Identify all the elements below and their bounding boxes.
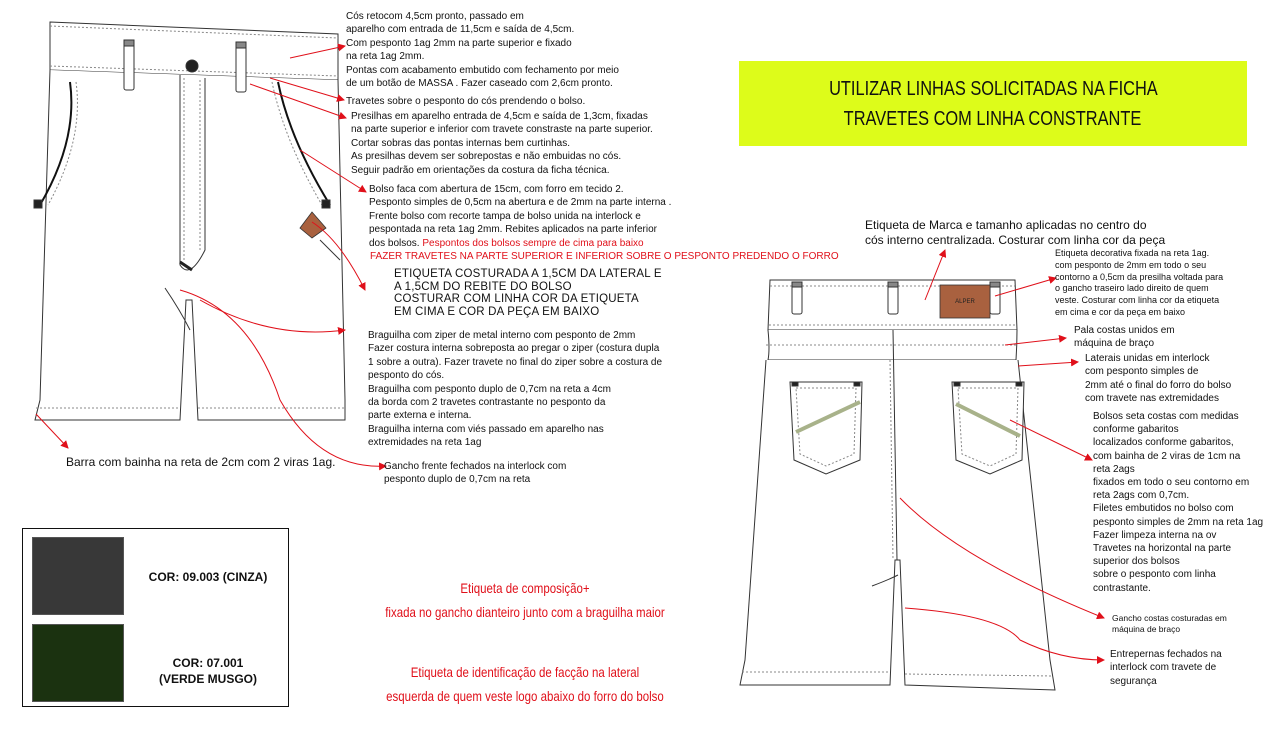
back-brand-label-text: ALPER [955, 299, 975, 305]
note-hem: Barra com bainha na reta de 2cm com 2 viras 1ag. [66, 455, 336, 469]
note-back-pockets: Bolsos seta costas com medidas conforme gabaritos localizados conforme gabaritos, com bainha de 2 viras de 1cm na reta 2ags fixados em todo o seu contorno em reta 2ags com 0,7cm. Filetes embutidos no bolso com pesponto simples de 2mm na reta 1ag Fazer limpeza interna na ov Travetes na horizontal na parte superior dos bolsos sobre o pesponto com linha contrastante. [1093, 411, 1264, 594]
instruction-banner [739, 61, 1247, 146]
swatch-green-label: COR: 07.001 (VERDE MUSGO) [158, 656, 257, 686]
swatch-gray-label: COR: 09.003 (CINZA) [148, 570, 268, 584]
composition-line-1: Etiqueta de composição+ [460, 580, 590, 596]
composition-label-note [330, 576, 720, 624]
note-fly: Braguilha com ziper de metal interno com pesponto de 2mm Fazer costura interna sobreposta ao pregar o ziper (costura dupla 1 sobre a outra). Fazer travete no final do ziper sobre a costura de pesponto do cós. Braguilha com pesponto duplo de 0,7cm na reta a 4cm da borda com 2 travetes contrastante no pesponto da parte externa e interna. Braguilha interna com viés passado em aparelho nas extremidades na reta 1ag [368, 330, 663, 449]
banner-line-1: UTILIZAR LINHAS SOLICITADAS NA FICHA [828, 77, 1158, 100]
front-shorts-drawing [34, 22, 345, 420]
faction-line-1: Etiqueta de identificação de facção na lateral [410, 664, 640, 680]
note-belt-loops: Presilhas em aparelho entrada de 4,5cm e saída de 1,3cm, fixadas na parte superior e inferior com travete constraste na parte superior. Cortar sobras das pontas internas bem curtinhas. As presilhas devem ser sobrepostas e não embuidas no cós. Seguir padrão em orientações da costura da ficha técnica. [351, 111, 653, 176]
note-side-seams: Laterais unidas em interlock com pesponto simples de 2mm até o final do forro do bolso com travete nas extremidades [1085, 353, 1232, 405]
note-bartack-red: FAZER TRAVETES NA PARTE SUPERIOR E INFERIOR SOBRE O PESPONTO PREDENDO O FORRO [370, 251, 839, 262]
note-back-crotch: Gancho costas costuradas em máquina de braço [1112, 613, 1227, 634]
note-front-pocket-text: Bolso faca com abertura de 15cm, com forro em tecido 2. Pesponto simples de 0,5cm na abertura e de 2mm na parte interna . Frente bolso com recorte tampa de bolso unida na interlock e pespontada na reta 1ag 2mm. Rebites aplicados na parte inferior dos bolsos. [369, 184, 672, 249]
note-label-caps: ETIQUETA COSTURADA A 1,5CM DA LATERAL E A 1,5CM DO REBITE DO BOLSO COSTURAR COM LINHA COR DA ETIQUETA EM CIMA E COR DA PEÇA EM BAIXO [394, 268, 662, 318]
faction-label-note [330, 660, 720, 708]
swatch-green [32, 624, 124, 702]
note-deco-label: Etiqueta decorativa fixada na reta 1ag. com pesponto de 2mm em todo o seu contorno a 0,5cm da presilha voltada para o gancho traseiro lado direito de quem veste. Costurar com linha cor da etiqueta em cima e cor da peça em baixo [1055, 248, 1224, 317]
note-front-pocket [369, 183, 671, 250]
composition-line-2: fixada no gancho dianteiro junto com a braguilha maior [385, 604, 665, 620]
note-inseam: Entrepernas fechados na interlock com travete de segurança [1110, 649, 1222, 687]
note-crotch: Gancho frente fechados na interlock com pesponto duplo de 0,7cm na reta [384, 461, 567, 486]
color-swatch-panel [22, 528, 289, 707]
note-waistband: Cós retocom 4,5cm pronto, passado em aparelho com entrada de 11,5cm e saída de 4,5cm. Com pesponto 1ag 2mm na parte superior e fixado na reta 1ag 2mm. Pontas com acabamento embutido com fechamento por meio de um botão de MASSA . Fazer caseado com 2,6cm pronto. [346, 11, 619, 90]
swatch-gray [32, 537, 124, 615]
note-bartacks: Travetes sobre o pesponto do cós prendendo o bolso. [346, 96, 586, 107]
note-yoke: Pala costas unidos em máquina de braço [1074, 325, 1175, 350]
banner-line-2: TRAVETES COM LINHA CONSTRANTE [844, 107, 1142, 130]
note-brand-label: Etiqueta de Marca e tamanho aplicadas no centro do cós interno centralizada. Costurar com linha cor da peça [865, 218, 1166, 247]
back-shorts-drawing [740, 280, 1055, 690]
note-front-pocket-red: Pespontos dos bolsos sempre de cima para baixo [422, 237, 644, 249]
faction-line-2: esquerda de quem veste logo abaixo do forro do bolso [386, 688, 664, 704]
